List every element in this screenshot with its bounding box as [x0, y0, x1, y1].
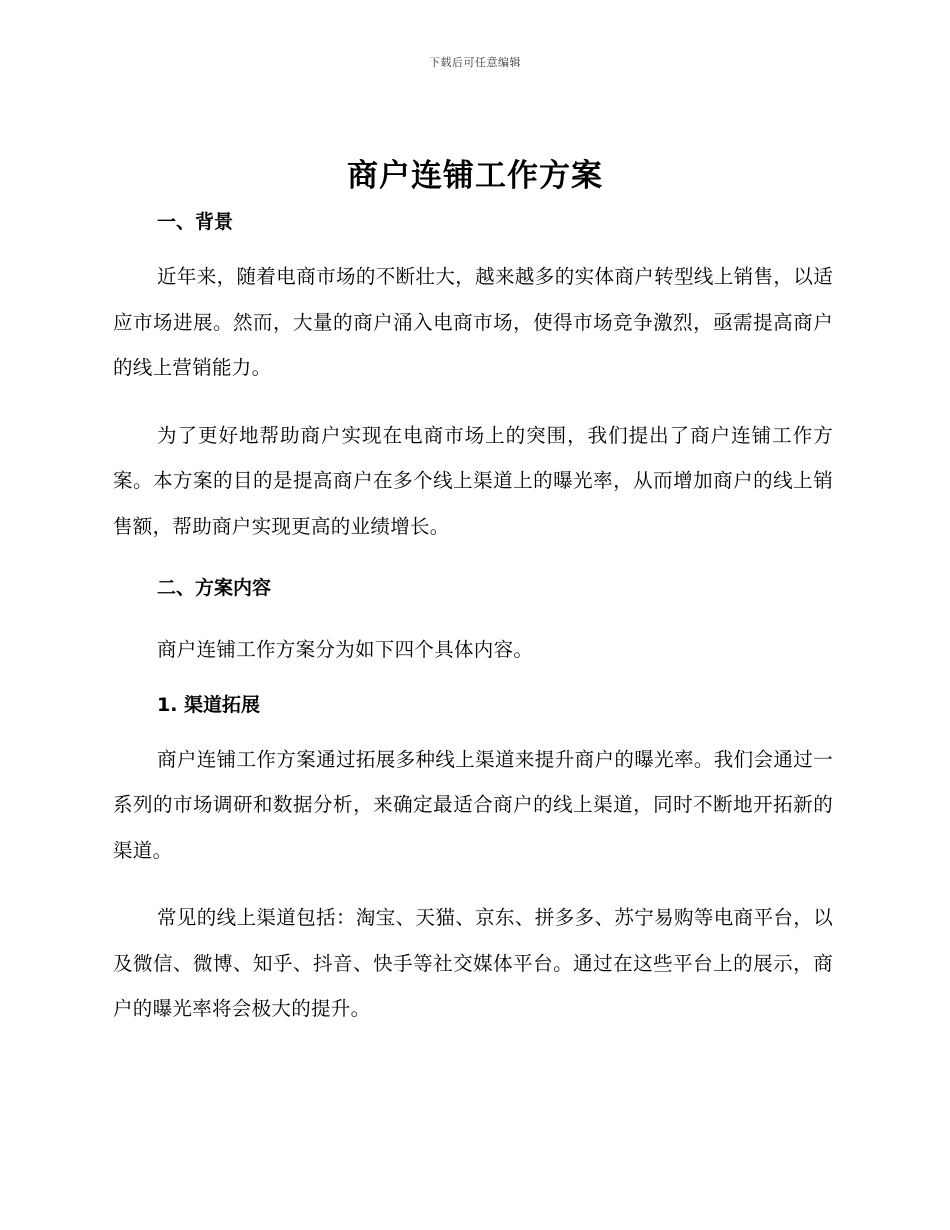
document-title: 商户连铺工作方案 — [347, 158, 603, 194]
paragraph-content-intro: 商户连铺工作方案分为如下四个具体内容。 — [157, 638, 534, 661]
paragraph-background-1: 近年来，随着电商市场的不断壮大，越来越多的实体商户转型线上销售，以适应市场进展。然而，大量的商户涌入电商市场，使得市场竞争激烈，亟需提高商户的线上营销能力。 — [113, 265, 833, 379]
paragraph-background-2: 为了更好地帮助商户实现在电商市场上的突围，我们提出了商户连铺工作方案。本方案的目的是提高商户在多个线上渠道上的曝光率，从而增加商户的线上销售额，帮助商户实现更高的业绩增长。 — [113, 423, 833, 538]
subsection-heading-channel-expansion: 1. 渠道拓展 — [157, 693, 261, 716]
document-body — [113, 205, 833, 1032]
section-heading-content: 二、方案内容 — [157, 577, 272, 599]
section-heading-background: 一、背景 — [157, 211, 234, 233]
header-note: 下载后可任意编辑 — [429, 56, 521, 69]
paragraph-channel-2: 常见的线上渠道包括：淘宝、天猫、京东、拼多多、苏宁易购等电商平台，以及微信、微博、知乎、抖音、快手等社交媒体平台。通过在这些平台上的展示，商户的曝光率将会极大的提升。 — [113, 906, 833, 1020]
paragraph-channel-1: 商户连铺工作方案通过拓展多种线上渠道来提升商户的曝光率。我们会通过一系列的市场调研和数据分析，来确定最适合商户的线上渠道，同时不断地开拓新的渠道。 — [113, 747, 833, 862]
